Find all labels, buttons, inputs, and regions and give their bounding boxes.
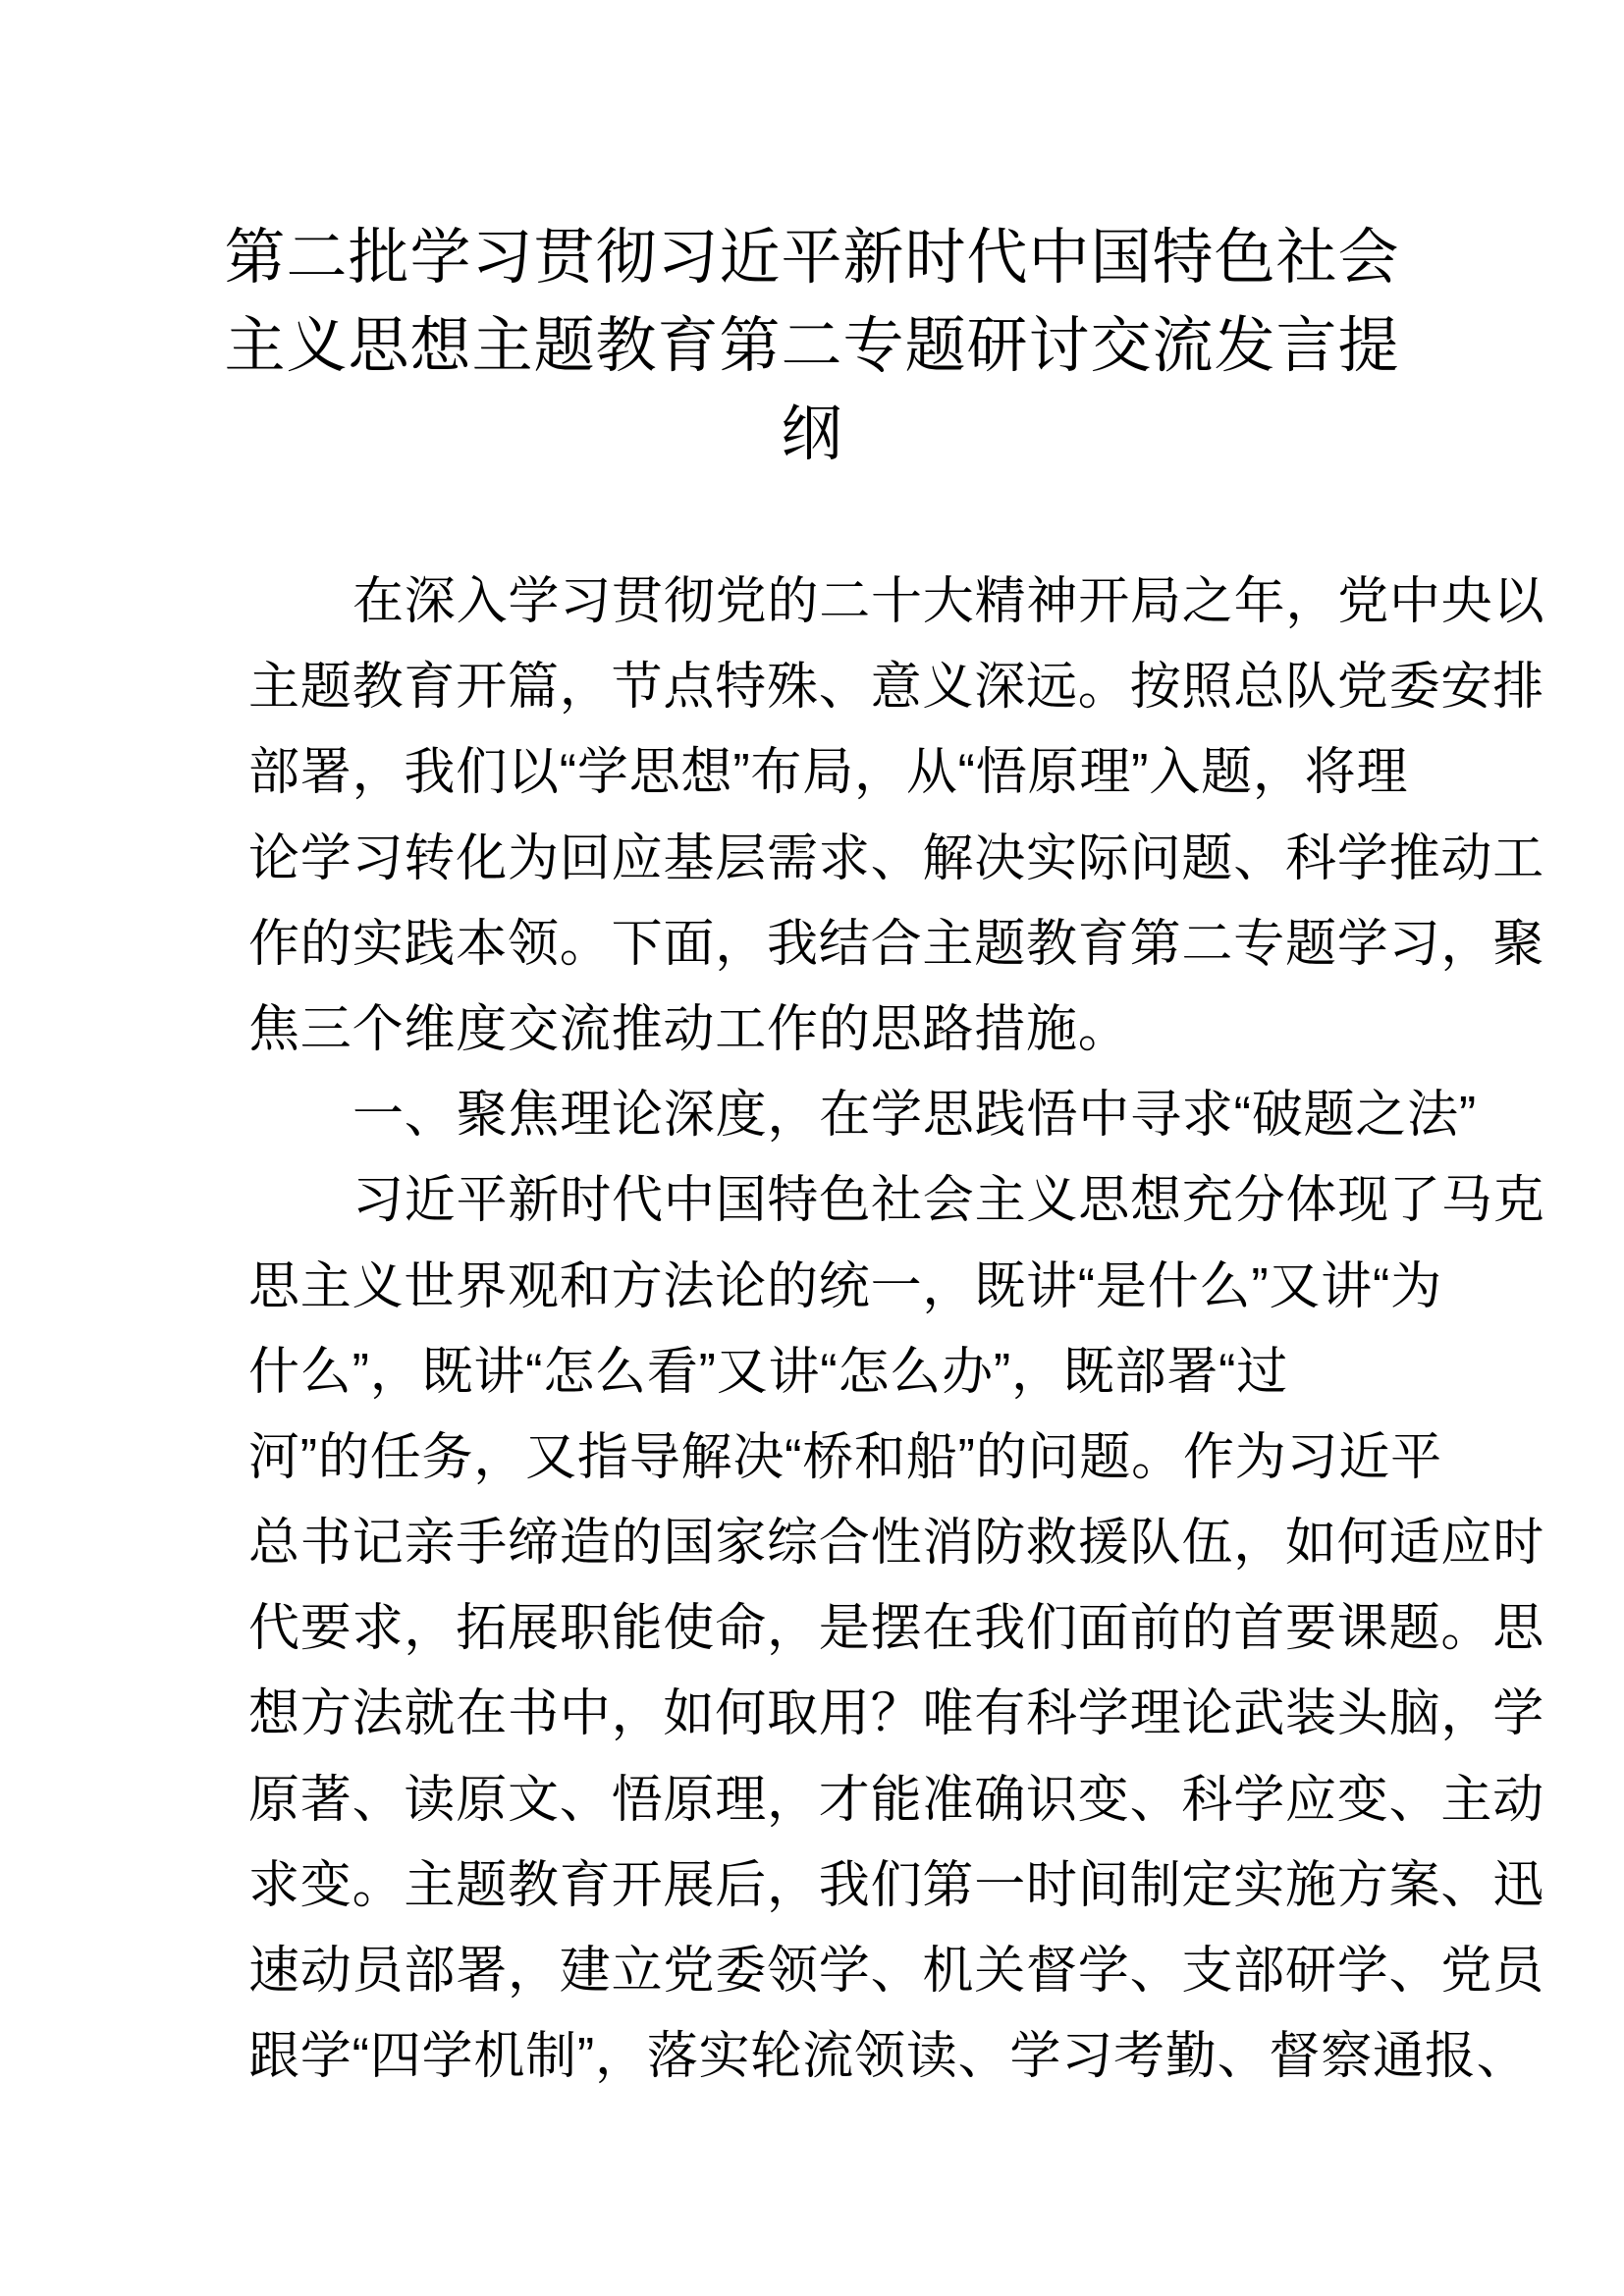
document-body xyxy=(248,560,1545,2100)
body-text-line: 代要求，拓展职能使命，是摆在我们面前的首要课题。思 xyxy=(248,1600,1545,1658)
title-line: 主义思想主题教育第二专题研讨交流发言提 xyxy=(224,312,1400,380)
body-text-line: 作的实践本领。下面，我结合主题教育第二专题学习，聚 xyxy=(248,915,1545,973)
body-text-line: 速动员部署，建立党委领学、机关督学、支部研学、党员 xyxy=(248,1943,1545,2000)
body-text-line: 焦三个维度交流推动工作的思路措施。 xyxy=(248,1000,1130,1058)
title-line: 纲 xyxy=(781,400,843,468)
body-text-line: 河”的任务，又指导解决“桥和船”的问题。作为习近平 xyxy=(248,1428,1442,1486)
body-text-line: 思主义世界观和方法论的统一，既讲“是什么”又讲“为 xyxy=(248,1257,1442,1315)
title-line: 第二批学习贯彻习近平新时代中国特色社会 xyxy=(224,224,1400,292)
body-text-line: 习近平新时代中国特色社会主义思想充分体现了马克 xyxy=(352,1172,1545,1230)
body-text-line: 什么”，既讲“怎么看”又讲“怎么办”，既部署“过 xyxy=(248,1343,1289,1401)
body-text-line: 跟学“四学机制”，落实轮流领读、学习考勤、督察通报、 xyxy=(248,2028,1529,2086)
document-title xyxy=(0,214,1624,479)
body-text-line: 想方法就在书中，如何取用？唯有科学理论武装头脑，学 xyxy=(248,1685,1545,1743)
section-heading: 一、聚焦理论深度，在学思践悟中寻求“破题之法” xyxy=(352,1087,1478,1145)
body-text-line: 总书记亲手缔造的国家综合性消防救援队伍，如何适应时 xyxy=(248,1515,1545,1573)
body-text-line: 原著、读原文、悟原理，才能准确识变、科学应变、主动 xyxy=(248,1771,1545,1829)
body-text-line: 求变。主题教育开展后，我们第一时间制定实施方案、迅 xyxy=(248,1856,1545,1914)
body-text-line: 在深入学习贯彻党的二十大精神开局之年，党中央以 xyxy=(352,573,1545,630)
body-text-line: 论学习转化为回应基层需求、解决实际问题、科学推动工 xyxy=(248,829,1545,887)
body-text-line: 主题教育开篇，节点特殊、意义深远。按照总队党委安排 xyxy=(248,659,1545,717)
body-text-line: 部署，我们以“学思想”布局，从“悟原理”入题，将理 xyxy=(248,744,1409,802)
